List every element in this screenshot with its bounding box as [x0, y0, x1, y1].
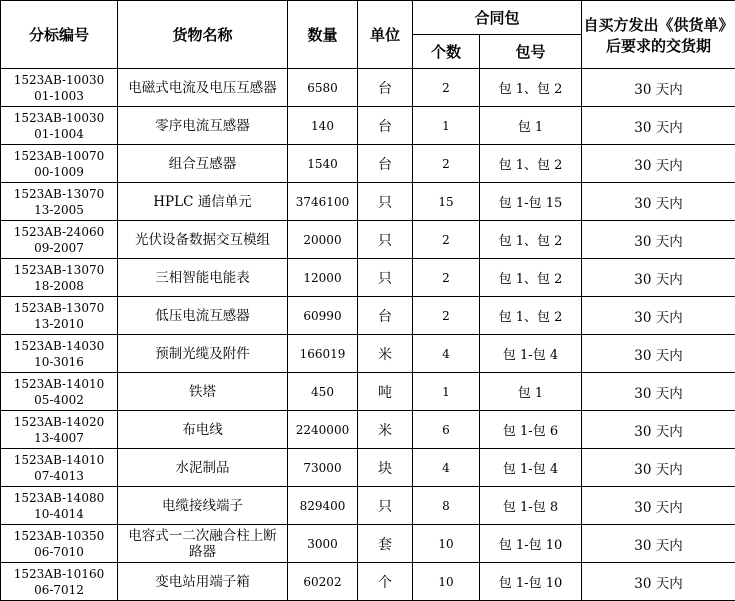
cell-package-count-text: 6 — [442, 423, 450, 437]
cell-package-no-text: 包 1 — [518, 120, 543, 135]
cell-quantity — [288, 107, 358, 145]
cell-delivery-period-text: 30 天内 — [634, 462, 682, 478]
cell-unit — [358, 487, 413, 525]
cell-package-no — [480, 525, 582, 563]
cell-code-text: 1523AB-1408010-4014 — [12, 490, 107, 522]
cell-goods-name — [118, 411, 288, 449]
cell-unit-text: 米 — [378, 347, 392, 363]
header-contract-package: 合同包 — [413, 1, 582, 35]
cell-package-count — [413, 221, 480, 259]
cell-goods-name-text: 零序电流互感器 — [155, 118, 250, 134]
cell-quantity — [288, 411, 358, 449]
cell-code — [1, 373, 118, 411]
cell-code — [1, 69, 118, 107]
table-row — [1, 183, 735, 221]
cell-delivery-period — [582, 145, 735, 183]
cell-unit-text: 只 — [378, 195, 392, 211]
cell-delivery-period-text: 30 天内 — [634, 538, 682, 554]
cell-goods-name-text: 电缆接线端子 — [162, 498, 243, 514]
cell-quantity-text: 6580 — [307, 81, 338, 95]
cell-package-count — [413, 259, 480, 297]
cell-unit — [358, 335, 413, 373]
cell-quantity-text: 140 — [311, 119, 334, 133]
cell-quantity — [288, 297, 358, 335]
cell-package-no-text: 包 1-包 15 — [499, 196, 562, 211]
cell-delivery-period-text: 30 天内 — [634, 424, 682, 440]
cell-goods-name — [118, 563, 288, 601]
cell-package-count-text: 2 — [442, 271, 450, 285]
cell-package-count — [413, 563, 480, 601]
cell-package-no-text: 包 1、包 2 — [499, 82, 563, 97]
header-name: 货物名称 — [118, 1, 288, 69]
cell-package-no — [480, 183, 582, 221]
cell-unit-text: 台 — [378, 119, 392, 135]
cell-goods-name-text: 铁塔 — [189, 384, 216, 400]
cell-quantity — [288, 373, 358, 411]
cell-code — [1, 525, 118, 563]
cell-delivery-period — [582, 183, 735, 221]
table-row — [1, 411, 735, 449]
cell-unit-text: 个 — [378, 575, 392, 591]
cell-goods-name-text: 电容式一二次融合柱上断路器 — [128, 528, 278, 560]
cell-package-no — [480, 411, 582, 449]
cell-goods-name — [118, 183, 288, 221]
cell-package-no-text: 包 1-包 6 — [503, 424, 558, 439]
cell-quantity-text: 450 — [311, 385, 334, 399]
cell-package-count-text: 4 — [442, 347, 450, 361]
cell-code-text: 1523AB-1003001-1004 — [12, 110, 107, 142]
cell-unit-text: 台 — [378, 157, 392, 173]
cell-unit — [358, 259, 413, 297]
cell-package-count — [413, 145, 480, 183]
cell-package-count-text: 1 — [442, 119, 450, 133]
cell-goods-name-text: 三相智能电能表 — [155, 270, 250, 286]
cell-code-text: 1523AB-1007000-1009 — [12, 148, 107, 180]
cell-package-count — [413, 183, 480, 221]
cell-package-count — [413, 107, 480, 145]
cell-package-no-text: 包 1-包 4 — [503, 348, 558, 363]
table-row — [1, 487, 735, 525]
cell-quantity — [288, 69, 358, 107]
cell-unit — [358, 145, 413, 183]
header-package-no: 包号 — [480, 35, 582, 69]
cell-unit-text: 只 — [378, 271, 392, 287]
cell-unit — [358, 411, 413, 449]
cell-goods-name-text: 变电站用端子箱 — [155, 574, 250, 590]
cell-package-no-text: 包 1-包 4 — [503, 462, 558, 477]
cell-code — [1, 297, 118, 335]
cell-package-no-text: 包 1-包 8 — [503, 500, 558, 515]
cell-quantity — [288, 145, 358, 183]
cell-unit — [358, 563, 413, 601]
cell-package-no — [480, 221, 582, 259]
cell-quantity — [288, 221, 358, 259]
cell-goods-name-text: 低压电流互感器 — [155, 308, 250, 324]
cell-goods-name-text: 预制光缆及附件 — [155, 346, 250, 362]
cell-package-no — [480, 335, 582, 373]
cell-quantity — [288, 259, 358, 297]
cell-unit-text: 套 — [378, 537, 392, 553]
cell-goods-name — [118, 221, 288, 259]
cell-package-count — [413, 449, 480, 487]
cell-delivery-period-text: 30 天内 — [634, 386, 682, 402]
cell-delivery-period-text: 30 天内 — [634, 196, 682, 212]
cell-goods-name — [118, 259, 288, 297]
cell-quantity-text: 3746100 — [296, 195, 349, 209]
cell-code — [1, 335, 118, 373]
cell-goods-name — [118, 373, 288, 411]
cell-unit-text: 台 — [378, 81, 392, 97]
cell-delivery-period — [582, 107, 735, 145]
table-row — [1, 107, 735, 145]
cell-unit — [358, 449, 413, 487]
cell-code-text: 1523AB-1307018-2008 — [12, 262, 107, 294]
cell-unit — [358, 107, 413, 145]
cell-code — [1, 183, 118, 221]
cell-quantity-text: 3000 — [307, 537, 338, 551]
table-row — [1, 335, 735, 373]
cell-unit-text: 米 — [378, 423, 392, 439]
cell-package-count — [413, 411, 480, 449]
cell-delivery-period — [582, 259, 735, 297]
cell-delivery-period — [582, 335, 735, 373]
cell-delivery-period — [582, 525, 735, 563]
cell-goods-name — [118, 107, 288, 145]
cell-quantity — [288, 487, 358, 525]
cell-delivery-period-text: 30 天内 — [634, 310, 682, 326]
cell-unit-text: 只 — [378, 499, 392, 515]
cell-unit — [358, 373, 413, 411]
cell-package-no-text: 包 1-包 10 — [499, 538, 562, 553]
cell-code-text: 1523AB-1402013-4007 — [12, 414, 107, 446]
cell-quantity-text: 12000 — [303, 271, 341, 285]
cell-package-count-text: 10 — [438, 575, 453, 589]
cell-quantity-text: 60990 — [303, 309, 341, 323]
cell-code — [1, 449, 118, 487]
cell-package-no — [480, 297, 582, 335]
cell-delivery-period-text: 30 天内 — [634, 500, 682, 516]
cell-code-text: 1523AB-1401007-4013 — [12, 452, 107, 484]
cell-delivery-period-text: 30 天内 — [634, 348, 682, 364]
cell-quantity — [288, 525, 358, 563]
cell-package-count-text: 8 — [442, 499, 450, 513]
cell-delivery-period — [582, 373, 735, 411]
cell-package-no-text: 包 1、包 2 — [499, 158, 563, 173]
cell-code — [1, 563, 118, 601]
cell-package-count-text: 4 — [442, 461, 450, 475]
cell-package-no-text: 包 1 — [518, 386, 543, 401]
table-row — [1, 525, 735, 563]
cell-package-no — [480, 373, 582, 411]
cell-package-count-text: 2 — [442, 81, 450, 95]
cell-delivery-period — [582, 221, 735, 259]
cell-delivery-period-text: 30 天内 — [634, 576, 682, 592]
cell-unit-text: 台 — [378, 309, 392, 325]
cell-quantity — [288, 183, 358, 221]
cell-delivery-period-text: 30 天内 — [634, 120, 682, 136]
table-row — [1, 145, 735, 183]
cell-quantity-text: 1540 — [307, 157, 338, 171]
cell-package-count-text: 10 — [438, 537, 453, 551]
cell-package-no — [480, 107, 582, 145]
cell-goods-name-text: 组合互感器 — [169, 156, 237, 172]
cell-delivery-period — [582, 563, 735, 601]
cell-quantity — [288, 563, 358, 601]
cell-code — [1, 145, 118, 183]
cell-quantity-text: 2240000 — [296, 423, 349, 437]
cell-unit — [358, 525, 413, 563]
cell-delivery-period — [582, 449, 735, 487]
cell-delivery-period — [582, 69, 735, 107]
cell-delivery-period-text: 30 天内 — [634, 234, 682, 250]
table-row — [1, 69, 735, 107]
cell-unit — [358, 183, 413, 221]
cell-goods-name — [118, 487, 288, 525]
cell-code — [1, 221, 118, 259]
cell-quantity-text: 73000 — [303, 461, 341, 475]
table-row — [1, 563, 735, 601]
cell-package-count — [413, 335, 480, 373]
cell-delivery-period — [582, 487, 735, 525]
cell-unit — [358, 221, 413, 259]
cell-code-text: 1523AB-1403010-3016 — [12, 338, 107, 370]
cell-delivery-period — [582, 411, 735, 449]
table-row — [1, 259, 735, 297]
cell-package-no — [480, 145, 582, 183]
cell-delivery-period — [582, 297, 735, 335]
cell-goods-name-text: 水泥制品 — [176, 460, 230, 476]
cell-quantity-text: 829400 — [300, 499, 346, 513]
cell-unit-text: 只 — [378, 233, 392, 249]
cell-package-no-text: 包 1、包 2 — [499, 272, 563, 287]
cell-goods-name — [118, 335, 288, 373]
cell-package-no — [480, 563, 582, 601]
cell-package-count — [413, 525, 480, 563]
cell-code-text: 1523AB-1003001-1003 — [12, 72, 107, 104]
cell-package-count-text: 2 — [442, 309, 450, 323]
cell-code-text: 1523AB-1307013-2005 — [12, 186, 107, 218]
header-code: 分标编号 — [1, 1, 118, 69]
cell-package-no — [480, 259, 582, 297]
cell-unit — [358, 297, 413, 335]
cell-package-no-text: 包 1-包 10 — [499, 576, 562, 591]
cell-goods-name-text: 电磁式电流及电压互感器 — [128, 80, 277, 96]
cell-goods-name — [118, 69, 288, 107]
header-delivery-period: 自买方发出《供货单》后要求的交货期 — [582, 1, 735, 69]
cell-package-no — [480, 487, 582, 525]
cell-goods-name-text: HPLC 通信单元 — [153, 194, 251, 210]
header-qty: 数量 — [288, 1, 358, 69]
cell-delivery-period-text: 30 天内 — [634, 82, 682, 98]
cell-code-text: 1523AB-1401005-4002 — [12, 376, 107, 408]
header-unit: 单位 — [358, 1, 413, 69]
cell-goods-name — [118, 525, 288, 563]
cell-package-no — [480, 69, 582, 107]
cell-package-no-text: 包 1、包 2 — [499, 310, 563, 325]
table-row — [1, 449, 735, 487]
table-row — [1, 221, 735, 259]
cell-package-no-text: 包 1、包 2 — [499, 234, 563, 249]
cell-delivery-period-text: 30 天内 — [634, 272, 682, 288]
cell-package-no — [480, 449, 582, 487]
cell-code — [1, 411, 118, 449]
cell-package-count-text: 15 — [438, 195, 453, 209]
cell-unit — [358, 69, 413, 107]
cell-code-text: 1523AB-1016006-7012 — [12, 566, 107, 598]
cell-package-count-text: 1 — [442, 385, 450, 399]
cell-code — [1, 259, 118, 297]
cell-goods-name — [118, 145, 288, 183]
table-row — [1, 297, 735, 335]
cell-quantity — [288, 449, 358, 487]
cell-goods-name — [118, 449, 288, 487]
cell-unit-text: 吨 — [378, 385, 392, 401]
cell-package-count-text: 2 — [442, 233, 450, 247]
cell-package-count-text: 2 — [442, 157, 450, 171]
cell-code — [1, 487, 118, 525]
cell-quantity-text: 166019 — [300, 347, 346, 361]
cell-goods-name-text: 布电线 — [182, 422, 223, 438]
cell-code-text: 1523AB-1035006-7010 — [12, 528, 107, 560]
cell-goods-name — [118, 297, 288, 335]
cell-package-count — [413, 297, 480, 335]
cell-package-count — [413, 373, 480, 411]
cell-package-count — [413, 487, 480, 525]
cell-quantity — [288, 335, 358, 373]
cell-quantity-text: 20000 — [303, 233, 341, 247]
cell-unit-text: 块 — [378, 461, 392, 477]
cell-quantity-text: 60202 — [303, 575, 341, 589]
table-row — [1, 373, 735, 411]
cell-code-text: 1523AB-1307013-2010 — [12, 300, 107, 332]
cell-code-text: 1523AB-2406009-2007 — [12, 224, 107, 256]
cell-code — [1, 107, 118, 145]
cell-delivery-period-text: 30 天内 — [634, 158, 682, 174]
cell-goods-name-text: 光伏设备数据交互模组 — [135, 232, 270, 248]
header-count: 个数 — [413, 35, 480, 69]
cell-package-count — [413, 69, 480, 107]
